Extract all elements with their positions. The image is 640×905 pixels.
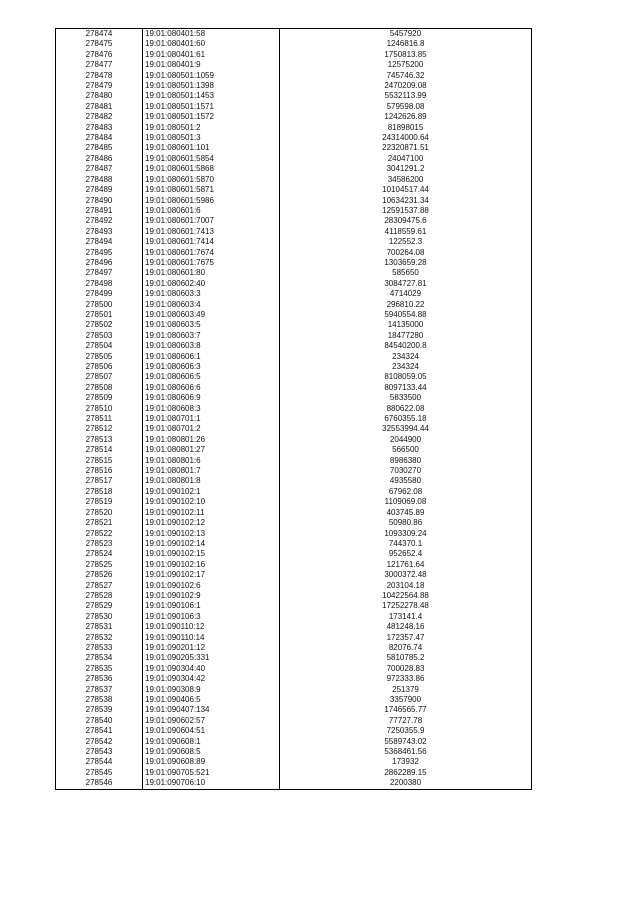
table-row: [56, 352, 532, 362]
row-id-cell: 278531: [56, 622, 143, 632]
row-id-cell: 278508: [56, 383, 143, 393]
row-id-cell: 278527: [56, 581, 143, 591]
amount-cell: 8097133.44: [280, 383, 532, 393]
row-id-cell: 278542: [56, 737, 143, 747]
cadastral-number-cell: 19:01:080501:1059: [143, 71, 280, 81]
amount-cell: 579598.08: [280, 102, 532, 112]
row-id-cell: 278535: [56, 664, 143, 674]
cadastral-number-cell: 19:01:080401:60: [143, 39, 280, 49]
table-row: [56, 778, 532, 789]
cadastral-number-cell: 19:01:080601:5854: [143, 154, 280, 164]
cadastral-number-cell: 19:01:080501:2: [143, 123, 280, 133]
table-row: [56, 747, 532, 757]
amount-cell: 1750813.85: [280, 50, 532, 60]
amount-cell: 1242626.89: [280, 112, 532, 122]
table-row: [56, 331, 532, 341]
amount-cell: 744370.1: [280, 539, 532, 549]
table-row: [56, 227, 532, 237]
table-row: [56, 570, 532, 580]
row-id-cell: 278505: [56, 352, 143, 362]
table-row: [56, 466, 532, 476]
row-id-cell: 278493: [56, 227, 143, 237]
table-row: [56, 424, 532, 434]
amount-cell: 1746565.77: [280, 705, 532, 715]
row-id-cell: 278539: [56, 705, 143, 715]
cadastral-number-cell: 19:01:090102:9: [143, 591, 280, 601]
row-id-cell: 278511: [56, 414, 143, 424]
cadastral-number-cell: 19:01:080501:1398: [143, 81, 280, 91]
data-table: [55, 28, 532, 790]
cadastral-number-cell: 19:01:080801:7: [143, 466, 280, 476]
row-id-cell: 278538: [56, 695, 143, 705]
row-id-cell: 278546: [56, 778, 143, 789]
row-id-cell: 278485: [56, 143, 143, 153]
table-row: [56, 622, 532, 632]
amount-cell: 24047100: [280, 154, 532, 164]
table-row: [56, 216, 532, 226]
row-id-cell: 278481: [56, 102, 143, 112]
cadastral-number-cell: 19:01:080603:3: [143, 289, 280, 299]
row-id-cell: 278492: [56, 216, 143, 226]
cadastral-number-cell: 19:01:090102:16: [143, 560, 280, 570]
amount-cell: 6760355.18: [280, 414, 532, 424]
cadastral-number-cell: 19:01:080801:27: [143, 445, 280, 455]
cadastral-number-cell: 19:01:090608:5: [143, 747, 280, 757]
cadastral-number-cell: 19:01:090102:17: [143, 570, 280, 580]
row-id-cell: 278474: [56, 29, 143, 40]
amount-cell: 7250355.9: [280, 726, 532, 736]
cadastral-number-cell: 19:01:090102:14: [143, 539, 280, 549]
cadastral-number-cell: 19:01:090205:331: [143, 653, 280, 663]
cadastral-number-cell: 19:01:080608:3: [143, 404, 280, 414]
cadastral-number-cell: 19:01:090706:10: [143, 778, 280, 789]
row-id-cell: 278541: [56, 726, 143, 736]
table-row: [56, 726, 532, 736]
amount-cell: 3084727.81: [280, 279, 532, 289]
amount-cell: 7030270: [280, 466, 532, 476]
cadastral-number-cell: 19:01:090304:42: [143, 674, 280, 684]
table-row: [56, 362, 532, 372]
cadastral-number-cell: 19:01:080606:9: [143, 393, 280, 403]
amount-cell: 10104517.44: [280, 185, 532, 195]
cadastral-number-cell: 19:01:080501:3: [143, 133, 280, 143]
amount-cell: 28309475.6: [280, 216, 532, 226]
cadastral-number-cell: 19:01:090604:51: [143, 726, 280, 736]
table-row: [56, 60, 532, 70]
table-row: [56, 685, 532, 695]
amount-cell: 173932: [280, 757, 532, 767]
table-row: [56, 633, 532, 643]
cadastral-number-cell: 19:01:080601:6: [143, 206, 280, 216]
cadastral-number-cell: 19:01:090608:1: [143, 737, 280, 747]
amount-cell: 880622.08: [280, 404, 532, 414]
cadastral-number-cell: 19:01:080701:1: [143, 414, 280, 424]
cadastral-number-cell: 19:01:090102:1: [143, 487, 280, 497]
cadastral-number-cell: 19:01:090110:14: [143, 633, 280, 643]
cadastral-number-cell: 19:01:080601:5870: [143, 175, 280, 185]
amount-cell: 585650: [280, 268, 532, 278]
cadastral-number-cell: 19:01:090102:6: [143, 581, 280, 591]
cadastral-number-cell: 19:01:080602:40: [143, 279, 280, 289]
amount-cell: 18477280: [280, 331, 532, 341]
table-row: [56, 664, 532, 674]
amount-cell: 3357900: [280, 695, 532, 705]
amount-cell: 2044900: [280, 435, 532, 445]
row-id-cell: 278523: [56, 539, 143, 549]
cadastral-number-cell: 19:01:080606:1: [143, 352, 280, 362]
row-id-cell: 278491: [56, 206, 143, 216]
table-row: [56, 476, 532, 486]
table-row: [56, 300, 532, 310]
cadastral-number-cell: 19:01:090608:89: [143, 757, 280, 767]
table-row: [56, 757, 532, 767]
table-body: [56, 29, 532, 790]
amount-cell: 481248.16: [280, 622, 532, 632]
row-id-cell: 278477: [56, 60, 143, 70]
table-row: [56, 341, 532, 351]
row-id-cell: 278502: [56, 320, 143, 330]
table-row: [56, 71, 532, 81]
table-row: [56, 206, 532, 216]
cadastral-number-cell: 19:01:080603:8: [143, 341, 280, 351]
amount-cell: 2862289.15: [280, 768, 532, 778]
cadastral-number-cell: 19:01:080606:5: [143, 372, 280, 382]
table-row: [56, 695, 532, 705]
amount-cell: 972333.86: [280, 674, 532, 684]
cadastral-number-cell: 19:01:080401:61: [143, 50, 280, 60]
amount-cell: 5532113.99: [280, 91, 532, 101]
amount-cell: 234324: [280, 352, 532, 362]
table-row: [56, 591, 532, 601]
cadastral-number-cell: 19:01:080601:5871: [143, 185, 280, 195]
cadastral-number-cell: 19:01:090102:12: [143, 518, 280, 528]
table-row: [56, 414, 532, 424]
row-id-cell: 278495: [56, 248, 143, 258]
row-id-cell: 278479: [56, 81, 143, 91]
cadastral-number-cell: 19:01:090406:5: [143, 695, 280, 705]
amount-cell: 14135000: [280, 320, 532, 330]
cadastral-number-cell: 19:01:090308:9: [143, 685, 280, 695]
row-id-cell: 278525: [56, 560, 143, 570]
cadastral-number-cell: 19:01:080603:5: [143, 320, 280, 330]
row-id-cell: 278506: [56, 362, 143, 372]
row-id-cell: 278528: [56, 591, 143, 601]
row-id-cell: 278545: [56, 768, 143, 778]
cadastral-number-cell: 19:01:080601:7674: [143, 248, 280, 258]
amount-cell: 700264.08: [280, 248, 532, 258]
cadastral-number-cell: 19:01:080601:5868: [143, 164, 280, 174]
cadastral-number-cell: 19:01:080606:6: [143, 383, 280, 393]
table-row: [56, 456, 532, 466]
cadastral-number-cell: 19:01:080601:101: [143, 143, 280, 153]
amount-cell: 745746.32: [280, 71, 532, 81]
cadastral-number-cell: 19:01:080601:5986: [143, 196, 280, 206]
table-row: [56, 518, 532, 528]
row-id-cell: 278529: [56, 601, 143, 611]
table-row: [56, 674, 532, 684]
amount-cell: 4935580: [280, 476, 532, 486]
row-id-cell: 278515: [56, 456, 143, 466]
cadastral-number-cell: 19:01:090102:15: [143, 549, 280, 559]
table-row: [56, 81, 532, 91]
amount-cell: 81898015: [280, 123, 532, 133]
row-id-cell: 278521: [56, 518, 143, 528]
amount-cell: 5940554.88: [280, 310, 532, 320]
table-row: [56, 133, 532, 143]
row-id-cell: 278517: [56, 476, 143, 486]
table-row: [56, 258, 532, 268]
row-id-cell: 278478: [56, 71, 143, 81]
table-row: [56, 143, 532, 153]
row-id-cell: 278532: [56, 633, 143, 643]
cadastral-number-cell: 19:01:080601:7413: [143, 227, 280, 237]
cadastral-number-cell: 19:01:080606:3: [143, 362, 280, 372]
amount-cell: 8986380: [280, 456, 532, 466]
table-row: [56, 164, 532, 174]
cadastral-number-cell: 19:01:090106:1: [143, 601, 280, 611]
row-id-cell: 278512: [56, 424, 143, 434]
amount-cell: 3000372.48: [280, 570, 532, 580]
row-id-cell: 278533: [56, 643, 143, 653]
amount-cell: 84540200.8: [280, 341, 532, 351]
amount-cell: 10422564.88: [280, 591, 532, 601]
amount-cell: 2470209.08: [280, 81, 532, 91]
amount-cell: 3041291.2: [280, 164, 532, 174]
amount-cell: 77727.78: [280, 716, 532, 726]
row-id-cell: 278499: [56, 289, 143, 299]
cadastral-number-cell: 19:01:090102:10: [143, 497, 280, 507]
table-row: [56, 154, 532, 164]
amount-cell: 12575200: [280, 60, 532, 70]
amount-cell: 5457920: [280, 29, 532, 40]
table-row: [56, 383, 532, 393]
row-id-cell: 278484: [56, 133, 143, 143]
row-id-cell: 278483: [56, 123, 143, 133]
row-id-cell: 278513: [56, 435, 143, 445]
amount-cell: 1246816.8: [280, 39, 532, 49]
cadastral-number-cell: 19:01:090304:40: [143, 664, 280, 674]
table-row: [56, 185, 532, 195]
row-id-cell: 278518: [56, 487, 143, 497]
row-id-cell: 278544: [56, 757, 143, 767]
table-row: [56, 643, 532, 653]
table-row: [56, 529, 532, 539]
row-id-cell: 278498: [56, 279, 143, 289]
cadastral-number-cell: 19:01:080501:1453: [143, 91, 280, 101]
table-row: [56, 248, 532, 258]
amount-cell: 5833500: [280, 393, 532, 403]
table-row: [56, 175, 532, 185]
cadastral-number-cell: 19:01:090602:57: [143, 716, 280, 726]
cadastral-number-cell: 19:01:090705:521: [143, 768, 280, 778]
row-id-cell: 278476: [56, 50, 143, 60]
table-row: [56, 549, 532, 559]
amount-cell: 251379: [280, 685, 532, 695]
cadastral-number-cell: 19:01:080501:1571: [143, 102, 280, 112]
table-row: [56, 705, 532, 715]
amount-cell: 67962.08: [280, 487, 532, 497]
table-row: [56, 487, 532, 497]
row-id-cell: 278489: [56, 185, 143, 195]
table-row: [56, 539, 532, 549]
amount-cell: 403745.89: [280, 508, 532, 518]
amount-cell: 566500: [280, 445, 532, 455]
table-row: [56, 91, 532, 101]
amount-cell: 22320871.51: [280, 143, 532, 153]
cadastral-number-cell: 19:01:080801:6: [143, 456, 280, 466]
row-id-cell: 278486: [56, 154, 143, 164]
table-row: [56, 612, 532, 622]
row-id-cell: 278475: [56, 39, 143, 49]
table-row: [56, 372, 532, 382]
row-id-cell: 278509: [56, 393, 143, 403]
amount-cell: 234324: [280, 362, 532, 372]
table-row: [56, 581, 532, 591]
row-id-cell: 278503: [56, 331, 143, 341]
table-row: [56, 601, 532, 611]
amount-cell: 50980.86: [280, 518, 532, 528]
amount-cell: 4118559.61: [280, 227, 532, 237]
table-row: [56, 29, 532, 40]
cadastral-number-cell: 19:01:090102:11: [143, 508, 280, 518]
cadastral-number-cell: 19:01:080603:4: [143, 300, 280, 310]
row-id-cell: 278494: [56, 237, 143, 247]
amount-cell: 32553994.44: [280, 424, 532, 434]
amount-cell: 121761.64: [280, 560, 532, 570]
cadastral-number-cell: 19:01:080601:7007: [143, 216, 280, 226]
table-row: [56, 445, 532, 455]
row-id-cell: 278516: [56, 466, 143, 476]
cadastral-number-cell: 19:01:090102:13: [143, 529, 280, 539]
amount-cell: 172357.47: [280, 633, 532, 643]
cadastral-number-cell: 19:01:080401:9: [143, 60, 280, 70]
table-row: [56, 39, 532, 49]
cadastral-number-cell: 19:01:090110:12: [143, 622, 280, 632]
row-id-cell: 278482: [56, 112, 143, 122]
amount-cell: 122552.3: [280, 237, 532, 247]
row-id-cell: 278501: [56, 310, 143, 320]
row-id-cell: 278490: [56, 196, 143, 206]
amount-cell: 12591537.88: [280, 206, 532, 216]
amount-cell: 1109069.08: [280, 497, 532, 507]
row-id-cell: 278530: [56, 612, 143, 622]
amount-cell: 8108059.05: [280, 372, 532, 382]
table-row: [56, 653, 532, 663]
table-row: [56, 716, 532, 726]
row-id-cell: 278488: [56, 175, 143, 185]
row-id-cell: 278504: [56, 341, 143, 351]
cadastral-number-cell: 19:01:080603:49: [143, 310, 280, 320]
row-id-cell: 278480: [56, 91, 143, 101]
table-row: [56, 123, 532, 133]
row-id-cell: 278540: [56, 716, 143, 726]
cadastral-number-cell: 19:01:080601:80: [143, 268, 280, 278]
table-row: [56, 560, 532, 570]
cadastral-number-cell: 19:01:080601:7675: [143, 258, 280, 268]
table-row: [56, 497, 532, 507]
cadastral-number-cell: 19:01:080701:2: [143, 424, 280, 434]
amount-cell: 17252278.48: [280, 601, 532, 611]
amount-cell: 952652.4: [280, 549, 532, 559]
row-id-cell: 278497: [56, 268, 143, 278]
row-id-cell: 278524: [56, 549, 143, 559]
row-id-cell: 278536: [56, 674, 143, 684]
table-row: [56, 289, 532, 299]
cadastral-number-cell: 19:01:080401:58: [143, 29, 280, 40]
amount-cell: 5368461.56: [280, 747, 532, 757]
amount-cell: 1093309.24: [280, 529, 532, 539]
table-row: [56, 508, 532, 518]
table-row: [56, 404, 532, 414]
row-id-cell: 278537: [56, 685, 143, 695]
row-id-cell: 278514: [56, 445, 143, 455]
row-id-cell: 278520: [56, 508, 143, 518]
table-row: [56, 393, 532, 403]
row-id-cell: 278522: [56, 529, 143, 539]
cadastral-number-cell: 19:01:080603:7: [143, 331, 280, 341]
amount-cell: 296810.22: [280, 300, 532, 310]
row-id-cell: 278543: [56, 747, 143, 757]
amount-cell: 2200380: [280, 778, 532, 789]
row-id-cell: 278526: [56, 570, 143, 580]
amount-cell: 5810785.2: [280, 653, 532, 663]
amount-cell: 203104.18: [280, 581, 532, 591]
cadastral-number-cell: 19:01:090201:12: [143, 643, 280, 653]
row-id-cell: 278487: [56, 164, 143, 174]
cadastral-number-cell: 19:01:080801:26: [143, 435, 280, 445]
row-id-cell: 278519: [56, 497, 143, 507]
amount-cell: 24314000.64: [280, 133, 532, 143]
table-row: [56, 196, 532, 206]
cadastral-number-cell: 19:01:090407:134: [143, 705, 280, 715]
cadastral-number-cell: 19:01:080801:8: [143, 476, 280, 486]
table-row: [56, 237, 532, 247]
table-row: [56, 268, 532, 278]
amount-cell: 173141.4: [280, 612, 532, 622]
table-row: [56, 435, 532, 445]
row-id-cell: 278507: [56, 372, 143, 382]
row-id-cell: 278496: [56, 258, 143, 268]
table-row: [56, 737, 532, 747]
table-row: [56, 102, 532, 112]
cadastral-number-cell: 19:01:080501:1572: [143, 112, 280, 122]
table-row: [56, 310, 532, 320]
table-row: [56, 112, 532, 122]
table-row: [56, 279, 532, 289]
amount-cell: 700028.83: [280, 664, 532, 674]
table-row: [56, 320, 532, 330]
cadastral-number-cell: 19:01:090106:3: [143, 612, 280, 622]
amount-cell: 82076.74: [280, 643, 532, 653]
row-id-cell: 278500: [56, 300, 143, 310]
amount-cell: 10634231.34: [280, 196, 532, 206]
row-id-cell: 278534: [56, 653, 143, 663]
table-row: [56, 50, 532, 60]
amount-cell: 34586200: [280, 175, 532, 185]
amount-cell: 4714029: [280, 289, 532, 299]
table-row: [56, 768, 532, 778]
row-id-cell: 278510: [56, 404, 143, 414]
cadastral-number-cell: 19:01:080601:7414: [143, 237, 280, 247]
amount-cell: 1303659.28: [280, 258, 532, 268]
amount-cell: 5589743.02: [280, 737, 532, 747]
